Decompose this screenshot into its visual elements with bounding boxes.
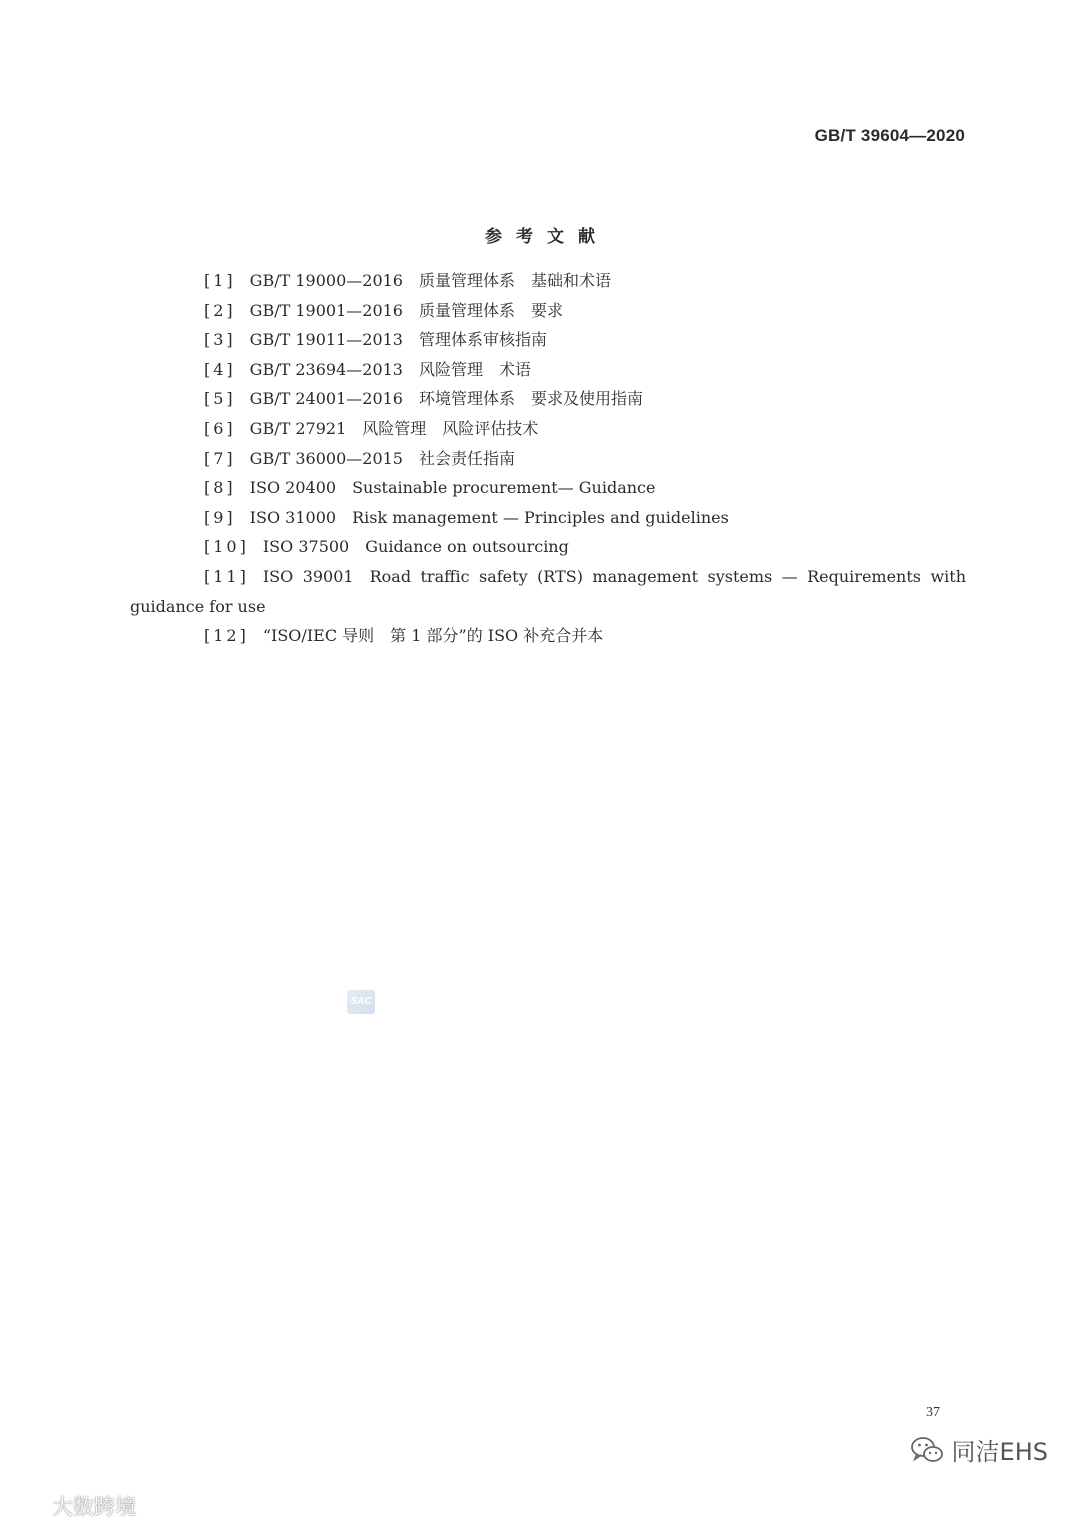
reference-number: [8] — [204, 478, 236, 498]
reference-number: [2] — [204, 300, 236, 320]
reference-title: Road traffic safety (RTS) management systems — Requirements with guidance for use — [130, 566, 966, 616]
reference-number: [7] — [204, 448, 236, 468]
reference-number: [3] — [204, 330, 236, 350]
reference-title: 风险管理 — [362, 418, 427, 438]
reference-code: ISO 39001 — [262, 566, 354, 586]
reference-title: 第 1 部分”的 ISO 补充合并本 — [390, 626, 604, 646]
reference-code: ISO 20400 — [249, 478, 337, 498]
weibo-icon — [6, 1493, 46, 1519]
reference-number: [9] — [204, 507, 236, 527]
standard-code: GB/T 39604—2020 — [814, 126, 965, 145]
reference-item — [130, 562, 966, 621]
reference-code: ISO 31000 — [249, 507, 337, 527]
page-number: 37 — [926, 1405, 940, 1420]
reference-item — [130, 296, 966, 326]
reference-item — [130, 325, 966, 355]
reference-code: GB/T 24001—2016 — [249, 389, 403, 409]
reference-item — [130, 355, 966, 385]
reference-item — [130, 266, 966, 296]
reference-title: 质量管理体系 — [418, 271, 515, 290]
reference-item — [130, 414, 966, 444]
reference-code: “ISO/IEC 导则 — [262, 626, 375, 646]
wechat-icon — [910, 1435, 944, 1465]
reference-number: [6] — [204, 418, 236, 438]
sac-logo-watermark: SAC — [347, 990, 375, 1014]
reference-title: Sustainable procurement— Guidance — [352, 478, 656, 498]
reference-title: Risk management — Principles and guidelines — [352, 507, 729, 527]
reference-number: [12] — [204, 626, 249, 646]
reference-subtitle: 术语 — [499, 359, 532, 379]
reference-number: [1] — [204, 271, 236, 290]
reference-item — [130, 621, 966, 651]
reference-number: [4] — [204, 359, 236, 379]
reference-item — [130, 532, 966, 562]
brand-watermark — [910, 1432, 1048, 1467]
reference-code: ISO 37500 — [262, 537, 350, 557]
reference-subtitle: 要求 — [531, 300, 564, 320]
reference-number: [10] — [204, 537, 249, 557]
corner-watermark — [6, 1491, 136, 1521]
reference-list — [130, 266, 966, 651]
reference-number: [11] — [204, 566, 249, 586]
reference-code: GB/T 19000—2016 — [249, 271, 403, 290]
reference-code: GB/T 19011—2013 — [249, 330, 403, 350]
reference-title: 质量管理体系 — [418, 300, 515, 320]
reference-code: GB/T 27921 — [249, 418, 347, 438]
reference-code: GB/T 23694—2013 — [249, 359, 403, 379]
reference-subtitle: 要求及使用指南 — [531, 389, 644, 409]
reference-item — [130, 384, 966, 414]
reference-code: GB/T 19001—2016 — [249, 300, 403, 320]
reference-subtitle: 风险评估技术 — [442, 418, 539, 438]
corner-watermark-text: 大数跨境 — [52, 1495, 136, 1519]
reference-subtitle: 基础和术语 — [531, 271, 612, 290]
reference-item — [130, 444, 966, 474]
reference-title: 风险管理 — [418, 359, 483, 379]
brand-name: 同洁EHS — [951, 1438, 1048, 1466]
reference-title: 环境管理体系 — [418, 389, 515, 409]
reference-item — [130, 473, 966, 503]
reference-number: [5] — [204, 389, 236, 409]
section-title: 参考文献 — [485, 227, 609, 247]
reference-title: 社会责任指南 — [418, 448, 515, 468]
reference-title: 管理体系审核指南 — [418, 330, 547, 350]
reference-title: Guidance on outsourcing — [365, 537, 569, 557]
reference-item — [130, 503, 966, 533]
reference-code: GB/T 36000—2015 — [249, 448, 403, 468]
